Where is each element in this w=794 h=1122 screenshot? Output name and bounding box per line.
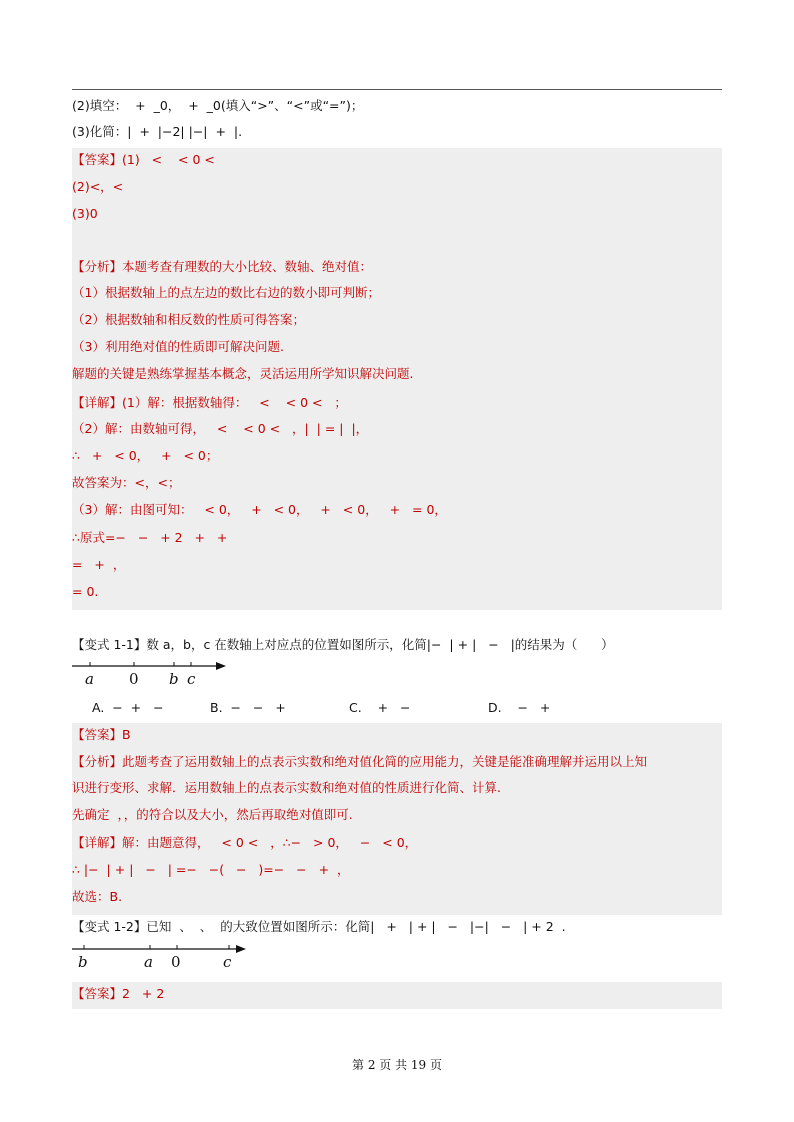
number-line-label: 0 xyxy=(129,670,139,688)
number-line-label: a xyxy=(85,670,94,688)
number-line-label: b xyxy=(78,953,88,971)
header-rule xyxy=(72,89,722,90)
answer-line-2: (2)<，< xyxy=(72,179,124,194)
detail-line: （3）解：由图可知： < 0， + < 0， + < 0， + = 0， xyxy=(72,502,447,517)
number-line-label: c xyxy=(187,670,196,688)
number-line-1 xyxy=(70,657,240,689)
option-a[interactable]: A. − + − xyxy=(92,700,164,715)
analysis-line: 【分析】本题考查有理数的大小比较、数轴、绝对值： xyxy=(72,259,373,274)
question-part-3: (3)化简：| + |−2| |−| + |. xyxy=(72,124,243,139)
detail-line: （2）解：由数轴可得， < < 0 < ，| | = | |， xyxy=(72,421,369,436)
answer-line-1: 【答案】(1) < < 0 < xyxy=(72,152,215,167)
number-line-label: a xyxy=(144,953,153,971)
detail-line: = 0. xyxy=(72,584,99,599)
solution-block-3 xyxy=(72,982,722,1009)
number-line-label: 0 xyxy=(171,953,181,971)
detail-line: 故选：B. xyxy=(72,889,123,904)
analysis-line: （3）利用绝对值的性质即可解决问题. xyxy=(72,339,284,354)
number-line-2 xyxy=(70,940,260,972)
option-d[interactable]: D. − + xyxy=(488,700,551,715)
detail-line: ∴原式=− − + 2 + + xyxy=(72,530,228,545)
analysis-line: 【分析】此题考查了运用数轴上的点表示实数和绝对值化简的应用能力，关键是能准确理解并运用以上知 xyxy=(72,754,648,769)
detail-line: ∴ + < 0， + < 0； xyxy=(72,448,219,463)
answer-line-3: (3)0 xyxy=(72,206,98,221)
analysis-line: （2）根据数轴和相反数的性质可得答案； xyxy=(72,312,305,327)
option-c[interactable]: C. + − xyxy=(349,700,411,715)
variant-1-1-question: 【变式 1-1】数 a，b，c 在数轴上对应点的位置如图所示，化简|− | + | − |的结果为（ ） xyxy=(72,637,614,652)
page-footer: 第 2 页 共 19 页 xyxy=(352,1058,442,1072)
detail-line: 【详解】(1）解：根据数轴得： < < 0 < ； xyxy=(72,395,347,410)
analysis-line: 先确定 ，，的符合以及大小，然后再取绝对值即可. xyxy=(72,807,353,822)
variant-1-1-answer: 【答案】B xyxy=(72,727,131,742)
detail-line: ∴ |− | + | − | =− −( − )=− − + ， xyxy=(72,862,350,877)
question-part-2: (2)填空： + _0， + _0(填入“>”、“<”或“=”)； xyxy=(72,98,364,113)
analysis-line: 识进行变形、求解．运用数轴上的点表示实数和绝对值的性质进行化简、计算. xyxy=(72,780,501,795)
analysis-line: （1）根据数轴上的点左边的数比右边的数小即可判断； xyxy=(72,285,380,300)
option-b[interactable]: B. − − + xyxy=(210,700,286,715)
number-line-label: c xyxy=(223,953,232,971)
number-line-label: b xyxy=(169,670,179,688)
detail-line: 故答案为：<，<； xyxy=(72,475,181,490)
variant-1-2-question: 【变式 1-2】已知 、 、 的大致位置如图所示：化简| + | + | − |−| − | + 2 . xyxy=(72,919,566,934)
variant-1-2-answer: 【答案】2 + 2 xyxy=(72,986,165,1001)
detail-line: 【详解】解：由题意得， < 0 < ，∴− > 0， − < 0， xyxy=(72,835,418,850)
detail-line: = + ， xyxy=(72,557,126,572)
analysis-line: 解题的关键是熟练掌握基本概念，灵活运用所学知识解决问题. xyxy=(72,366,414,381)
